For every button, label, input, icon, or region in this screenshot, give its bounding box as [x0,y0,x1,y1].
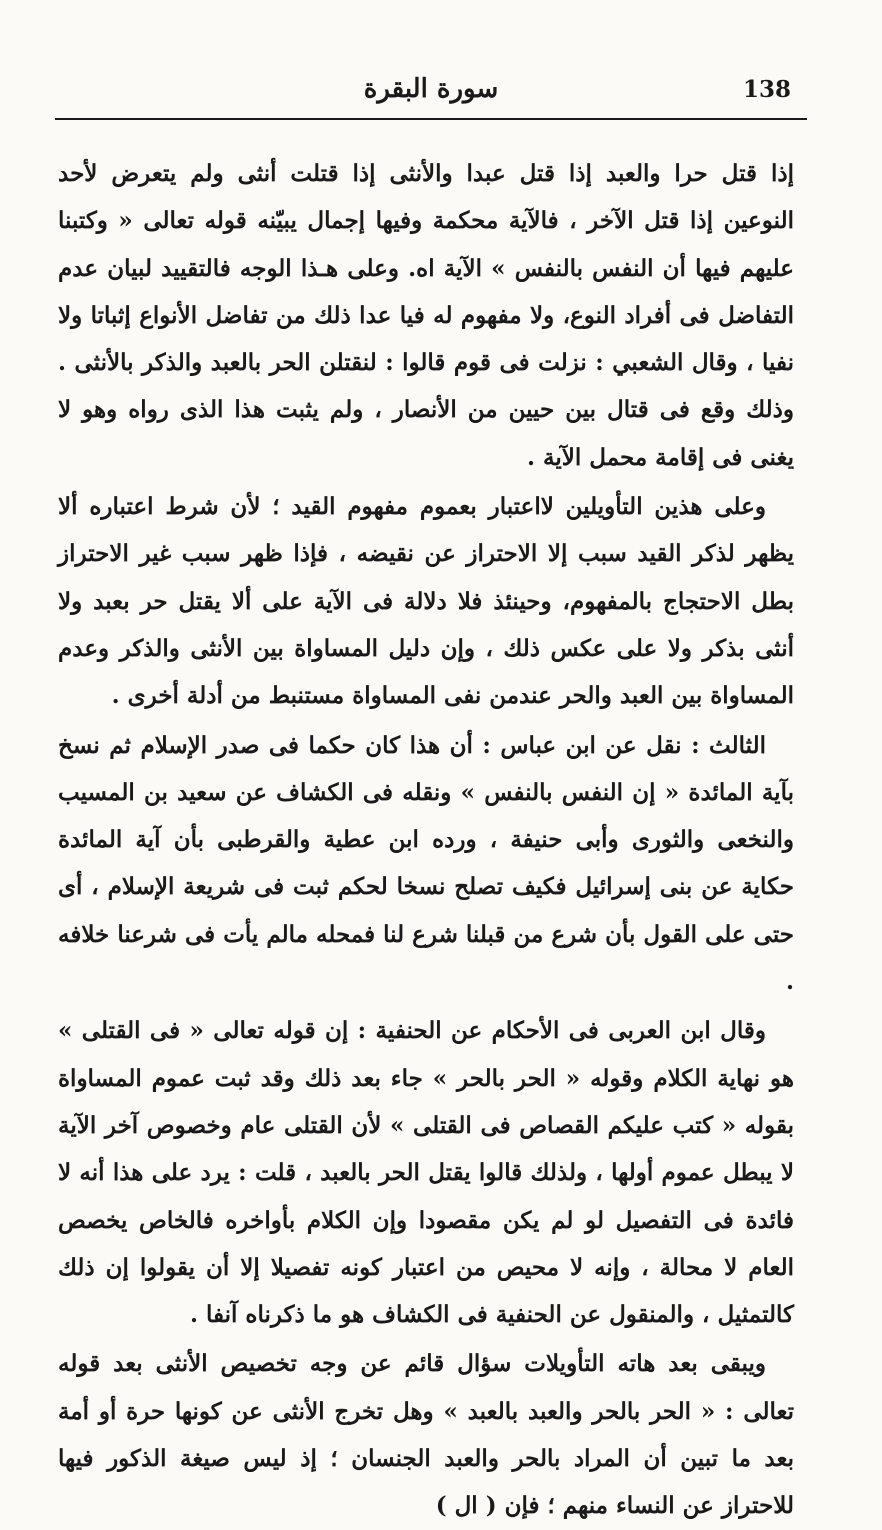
page-header [55,72,807,114]
paragraph-1: إذا قتل حرا والعبد إذا قتل عبدا والأنثى إذا قتلت أنثى ولم يتعرض لأحد النوعين إذا قتل الآخر ، فالآية محكمة وفيها إجمال يبيّنه قوله تعالى « وكتبنا عليهم فيها أن النفس بالنفس » الآية اه. وعلى هـذا الوجه فالتقييد لبيان عدم التفاضل فى أفراد النوع، ولا مفهوم له فيا عدا ذلك من تفاضل الأنواع إثباتا ولا نفيا ، وقال الشعبي : نزلت فى قوم قالوا : لنقتلن الحر بالعبد والذكر بالأنثى . وذلك وقع فى قتال بين حيين من الأنصار ، ولم يثبت هذا الذى رواه وهو لا يغنى فى إقامة محمل الآية . [58,160,794,471]
paragraph-3: الثالث : نقل عن ابن عباس : أن هذا كان حكما فى صدر الإسلام ثم نسخ بآية المائدة « إن النفس بالنفس » ونقله فى الكشاف عن سعيد بن المسيب والنخعى والثورى وأبى حنيفة ، ورده ابن عطية والقرطبى بأن آية المائدة حكاية عن بنى إسرائيل فكيف تصلح نسخا لحكم ثبت فى شريعة الإسلام ، أى حتى على القول بأن شرع من قبلنا شرع لنا فمحله مالم يأت فى شرعنا خلافه . [58,731,794,996]
paragraph-5: ويبقى بعد هاته التأويلات سؤال قائم عن وجه تخصيص الأنثى بعد قوله تعالى : « الحر بالحر والعبد بالعبد » وهل تخرج الأنثى عن كونها حرة أو أمة بعد ما تبين أن المراد بالحر والعبد الجنسان ؛ إذ ليس صيغة الذكور فيها للاحتراز عن النساء منهم ؛ فإن ( ال ) [58,1350,794,1520]
paragraph-4: وقال ابن العربى فى الأحكام عن الحنفية : إن قوله تعالى « فى القتلى » هو نهاية الكلام وقوله « الحر بالحر » جاء بعد ذلك وقد ثبت عموم المساواة بقوله « كتب عليكم القصاص فى القتلى » لأن القتلى عام وخصوص آخر الآية لا يبطل عموم أولها ، ولذلك قالوا يقتل الحر بالعبد ، قلت : يرد على هذا أنه لا فائدة فى التفصيل لو لم يكن مقصودا وإن الكلام بأواخره فالخاص يخصص العام لا محالة ، وإنه لا محيص من اعتبار كونه تفصيلا إلا أن يقولوا إن ذلك كالتمثيل ، والمنقول عن الحنفية فى الكشاف هو ما ذكرناه آنفا . [58,1017,794,1329]
header-divider [55,118,807,120]
paragraph-2: وعلى هذين التأويلين لااعتبار بعموم مفهوم القيد ؛ لأن شرط اعتباره ألا يظهر لذكر القيد سبب إلا الاحتراز عن نقيضه ، فإذا ظهر سبب غير الاحتراز بطل الاحتجاج بالمفهوم، وحينئذ فلا دلالة فى الآية على ألا يقتل حر بعبد ولا أنثى بذكر ولا على عكس ذلك ، وإن دليل المساواة بين الأنثى والذكر وعدم المساواة بين العبد والحر عندمن نفى المساواة مستنبط من أدلة أخرى . [58,493,794,710]
page-number: 138 [742,76,791,103]
body-text [58,150,794,1530]
surah-title: سورة البقرة [363,74,499,104]
